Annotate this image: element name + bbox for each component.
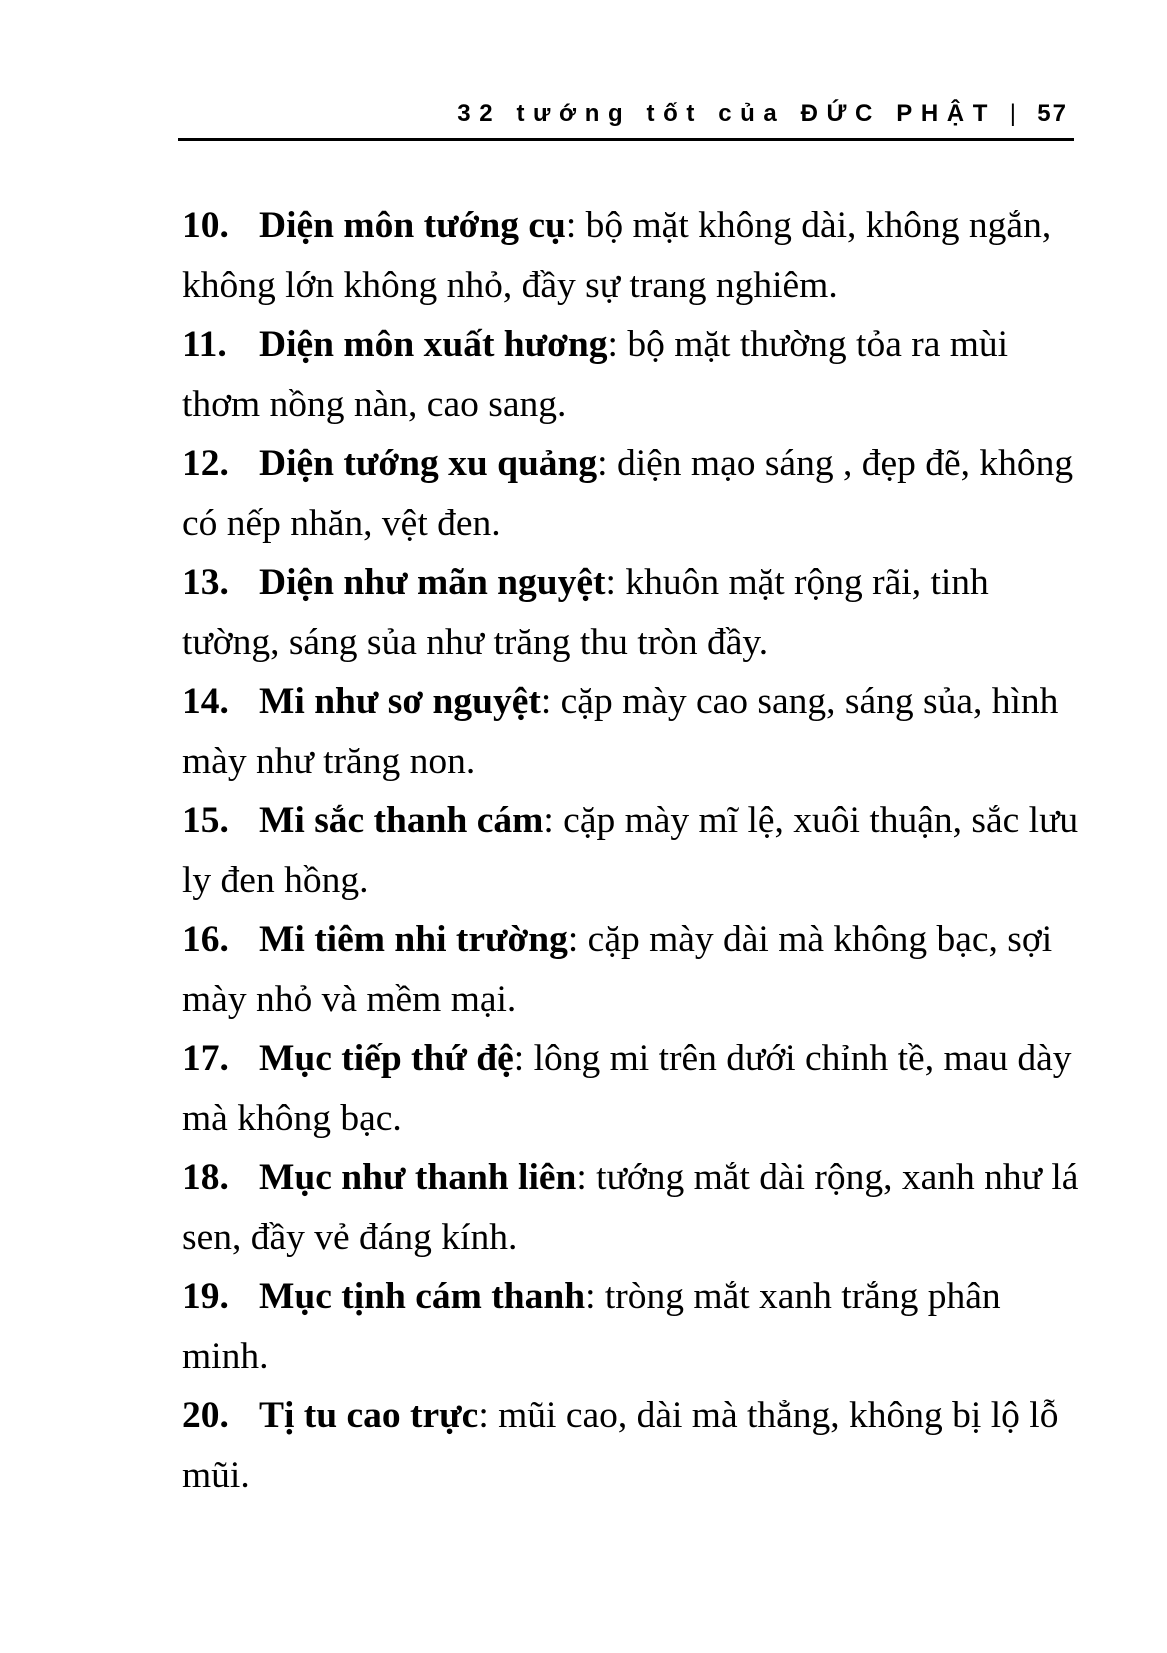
item-term: Diện như mãn nguyệt — [259, 562, 606, 603]
item-term: Diện môn tướng cụ — [259, 205, 566, 246]
header-separator: | — [1009, 100, 1016, 127]
item-description: : khuôn mặt rộng rãi, tinh tường, sáng sủa như trăng thu tròn đầy. — [182, 562, 989, 663]
item-term: Tị tu cao trực — [259, 1395, 479, 1436]
running-header — [178, 98, 1074, 141]
item-term: Mục tiếp thứ đệ — [259, 1038, 514, 1079]
list-item — [182, 791, 1082, 910]
list-item — [182, 1267, 1082, 1386]
item-description: : lông mi trên dưới chỉnh tề, mau dày mà không bạc. — [182, 1038, 1072, 1139]
item-description: : bộ mặt thường tỏa ra mùi thơm nồng nàn, cao sang. — [182, 324, 1009, 425]
item-description: : diện mạo sáng , đẹp đẽ, không có nếp nhăn, vệt đen. — [182, 443, 1074, 544]
list-item — [182, 1386, 1082, 1505]
page-number: 57 — [1037, 100, 1068, 127]
item-number: 15. — [182, 800, 229, 841]
item-number: 13. — [182, 562, 229, 603]
list-item — [182, 1148, 1082, 1267]
item-number: 14. — [182, 681, 229, 722]
item-number: 10. — [182, 205, 229, 246]
list-item — [182, 434, 1082, 553]
item-term: Diện tướng xu quảng — [259, 443, 598, 484]
item-term: Mục như thanh liên — [259, 1157, 577, 1198]
body-text — [182, 196, 1082, 1505]
item-description: : mũi cao, dài mà thẳng, không bị lộ lỗ mũi. — [182, 1395, 1059, 1496]
item-description: : bộ mặt không dài, không ngắn, không lớn không nhỏ, đầy sự trang nghiêm. — [182, 205, 1052, 306]
item-description: : cặp mày cao sang, sáng sủa, hình mày như trăng non. — [182, 681, 1059, 782]
item-term: Mi tiêm nhi trường — [259, 919, 568, 960]
item-term: Mục tịnh cám thanh — [259, 1276, 586, 1317]
item-number: 11. — [182, 324, 227, 365]
item-number: 20. — [182, 1395, 229, 1436]
list-item — [182, 196, 1082, 315]
list-item — [182, 910, 1082, 1029]
item-number: 12. — [182, 443, 229, 484]
item-number: 19. — [182, 1276, 229, 1317]
list-item — [182, 315, 1082, 434]
item-description: : cặp mày mĩ lệ, xuôi thuận, sắc lưu ly đen hồng. — [182, 800, 1079, 901]
item-description: : tướng mắt dài rộng, xanh như lá sen, đầy vẻ đáng kính. — [182, 1157, 1079, 1258]
item-description: : cặp mày dài mà không bạc, sợi mày nhỏ và mềm mại. — [182, 919, 1053, 1020]
book-title: 32 tướng tốt của ĐỨC PHẬT — [457, 100, 996, 127]
item-number: 18. — [182, 1157, 229, 1198]
item-term: Diện môn xuất hương — [259, 324, 608, 365]
item-number: 17. — [182, 1038, 229, 1079]
list-item — [182, 672, 1082, 791]
item-description: : tròng mắt xanh trắng phân minh. — [182, 1276, 1001, 1377]
item-number: 16. — [182, 919, 229, 960]
list-item — [182, 1029, 1082, 1148]
list-item — [182, 553, 1082, 672]
item-term: Mi sắc thanh cám — [259, 800, 544, 841]
item-term: Mi như sơ nguyệt — [259, 681, 541, 722]
